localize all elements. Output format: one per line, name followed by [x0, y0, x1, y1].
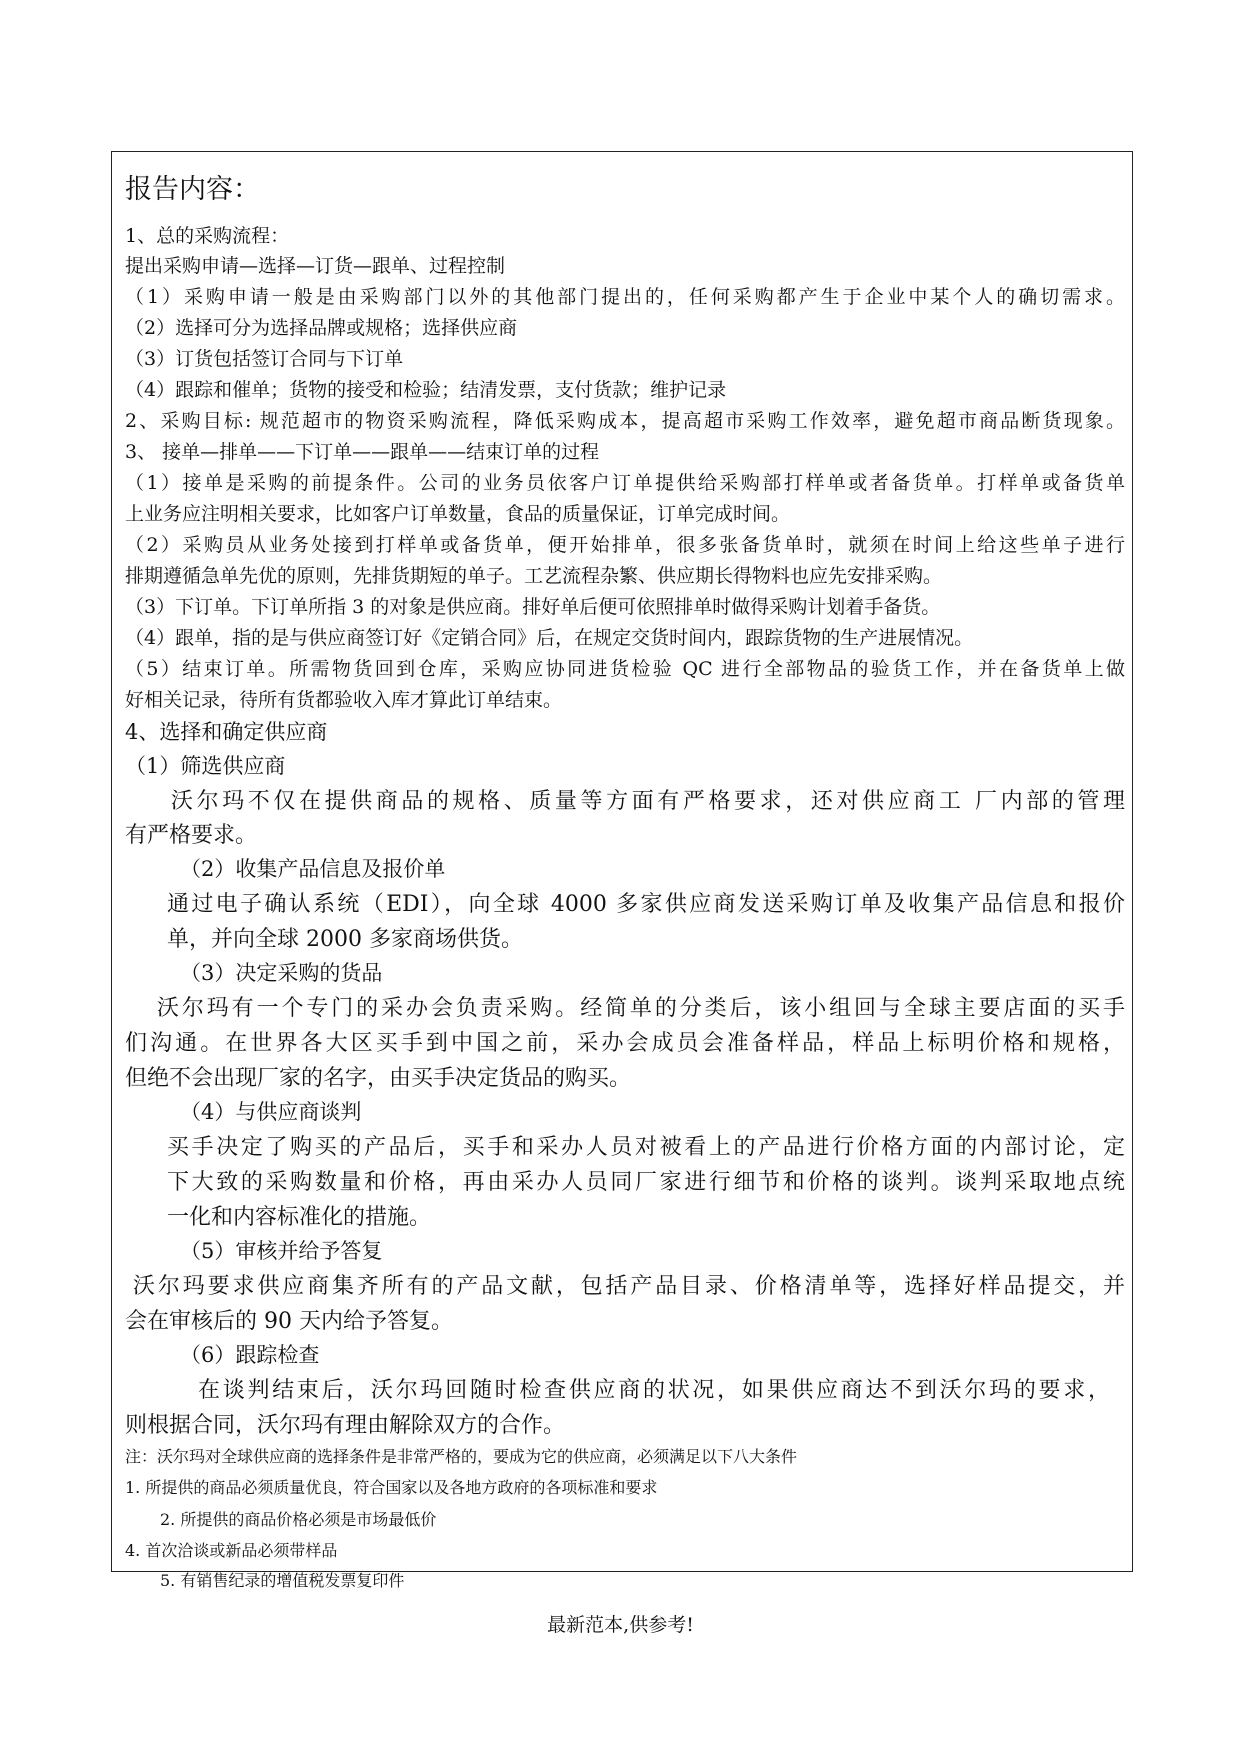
text-line: 在谈判结束后，沃尔玛回随时检查供应商的状况，如果供应商达不到沃尔玛的要求， — [198, 1378, 1110, 1403]
condition-item: 4. 首次洽谈或新品必须带样品 — [125, 1541, 338, 1560]
text-line: 则根据合同，沃尔玛有理由解除双方的合作。 — [125, 1413, 566, 1438]
text-line: （2）选择可分为选择品牌或规格；选择供应商 — [125, 317, 518, 339]
text-line: 2、采购目标: 规范超市的物资采购流程，降低采购成本，提高超市采购工作效率，避免超市商品断货现象。 — [125, 410, 1125, 432]
text-line: （2）采购员从业务处接到打样单或备货单，便开始排单，很多张备货单时，就须在时间上给这些单子进行 — [125, 534, 1125, 556]
text-line: 有严格要求。 — [125, 823, 258, 848]
text-line: 但绝不会出现厂家的名字，由买手决定货品的购买。 — [125, 1066, 632, 1091]
text-line: （1）采购申请一般是由采购部门以外的其他部门提出的，任何采购都产生于企业中某个人的确切需求。 — [125, 286, 1125, 308]
text-line: 沃尔玛不仅在提供商品的规格、质量等方面有严格要求，还对供应商工 厂内部的管理 — [171, 789, 1125, 814]
text-line: （5）结束订单。所需物货回到仓库，采购应协同进货检验 QC 进行全部物品的验货工作，并在备货单上做 — [125, 658, 1125, 680]
section-heading: 4、选择和确定供应商 — [125, 720, 328, 744]
text-line: 单，并向全球 2000 多家商场供货。 — [167, 927, 523, 952]
subsection-heading: （5）审核并给予答复 — [180, 1239, 383, 1263]
text-line: （1）接单是采购的前提条件。公司的业务员依客户订单提供给采购部打样单或者备货单。打样单或备货单 — [125, 472, 1125, 494]
text-line: 一化和内容标准化的措施。 — [167, 1205, 432, 1230]
text-line: （4）跟单，指的是与供应商签订好《定销合同》后，在规定交货时间内，跟踪货物的生产进展情况。 — [125, 627, 974, 649]
subsection-heading: （3）决定采购的货品 — [180, 961, 383, 985]
note-line: 注：沃尔玛对全球供应商的选择条件是非常严格的，要成为它的供应商，必须满足以下八大条件 — [125, 1447, 798, 1466]
subsection-heading: （6）跟踪检查 — [180, 1343, 320, 1367]
text-line: 排期遵循急单先优的原则，先排货期短的单子。工艺流程杂繁、供应期长得物料也应先安排采购。 — [125, 565, 943, 587]
text-line: （4）跟踪和催单；货物的接受和检验；结清发票，支付货款；维护记录 — [125, 379, 727, 401]
text-line: 沃尔玛有一个专门的采办会负责采购。经简单的分类后，该小组回与全球主要店面的买手 — [157, 996, 1125, 1021]
text-line: 买手决定了购买的产品后，买手和采办人员对被看上的产品进行价格方面的内部讨论，定 — [167, 1135, 1125, 1160]
text-line: 会在审核后的 90 天内给予答复。 — [125, 1309, 453, 1334]
condition-item: 1. 所提供的商品必须质量优良，符合国家以及各地方政府的各项标准和要求 — [125, 1478, 658, 1497]
text-line: 通过电子确认系统（EDI），向全球 4000 多家供应商发送采购订单及收集产品信息和报价 — [167, 892, 1125, 917]
text-line: 们沟通。在世界各大区买手到中国之前，采办会成员会准备样品，样品上标明价格和规格， — [125, 1031, 1125, 1056]
text-line: 好相关记录，待所有货都验收入库才算此订单结束。 — [125, 689, 563, 711]
report-heading: 报告内容： — [125, 174, 260, 205]
text-line: （3）订货包括签订合同与下订单 — [125, 348, 404, 370]
condition-item: 2. 所提供的商品价格必须是市场最低价 — [160, 1510, 437, 1529]
text-line: 3、 接单—排单——下订单——跟单——结束订单的过程 — [125, 441, 600, 463]
text-line: 下大致的采购数量和价格，再由采办人员同厂家进行细节和价格的谈判。谈判采取地点统 — [167, 1170, 1125, 1195]
condition-item: 5. 有销售纪录的增值税发票复印件 — [160, 1571, 405, 1590]
text-line: （3）下订单。下订单所指 3 的对象是供应商。排好单后便可依照排单时做得采购计划着手备货。 — [125, 596, 941, 618]
text-line: 提出采购申请—选择—订货—跟单、过程控制 — [125, 255, 506, 277]
text-line: 沃尔玛要求供应商集齐所有的产品文献，包括产品目录、价格清单等，选择好样品提交，并 — [133, 1274, 1125, 1299]
subsection-heading: （2）收集产品信息及报价单 — [180, 857, 446, 881]
subsection-heading: （4）与供应商谈判 — [180, 1100, 362, 1124]
subsection-heading: （1）筛选供应商 — [125, 754, 286, 778]
text-line: 1、总的采购流程： — [125, 225, 290, 247]
text-line: 上业务应注明相关要求，比如客户订单数量，食品的质量保证，订单完成时间。 — [125, 503, 791, 525]
page-footer: 最新范本,供参考! — [547, 1614, 694, 1636]
